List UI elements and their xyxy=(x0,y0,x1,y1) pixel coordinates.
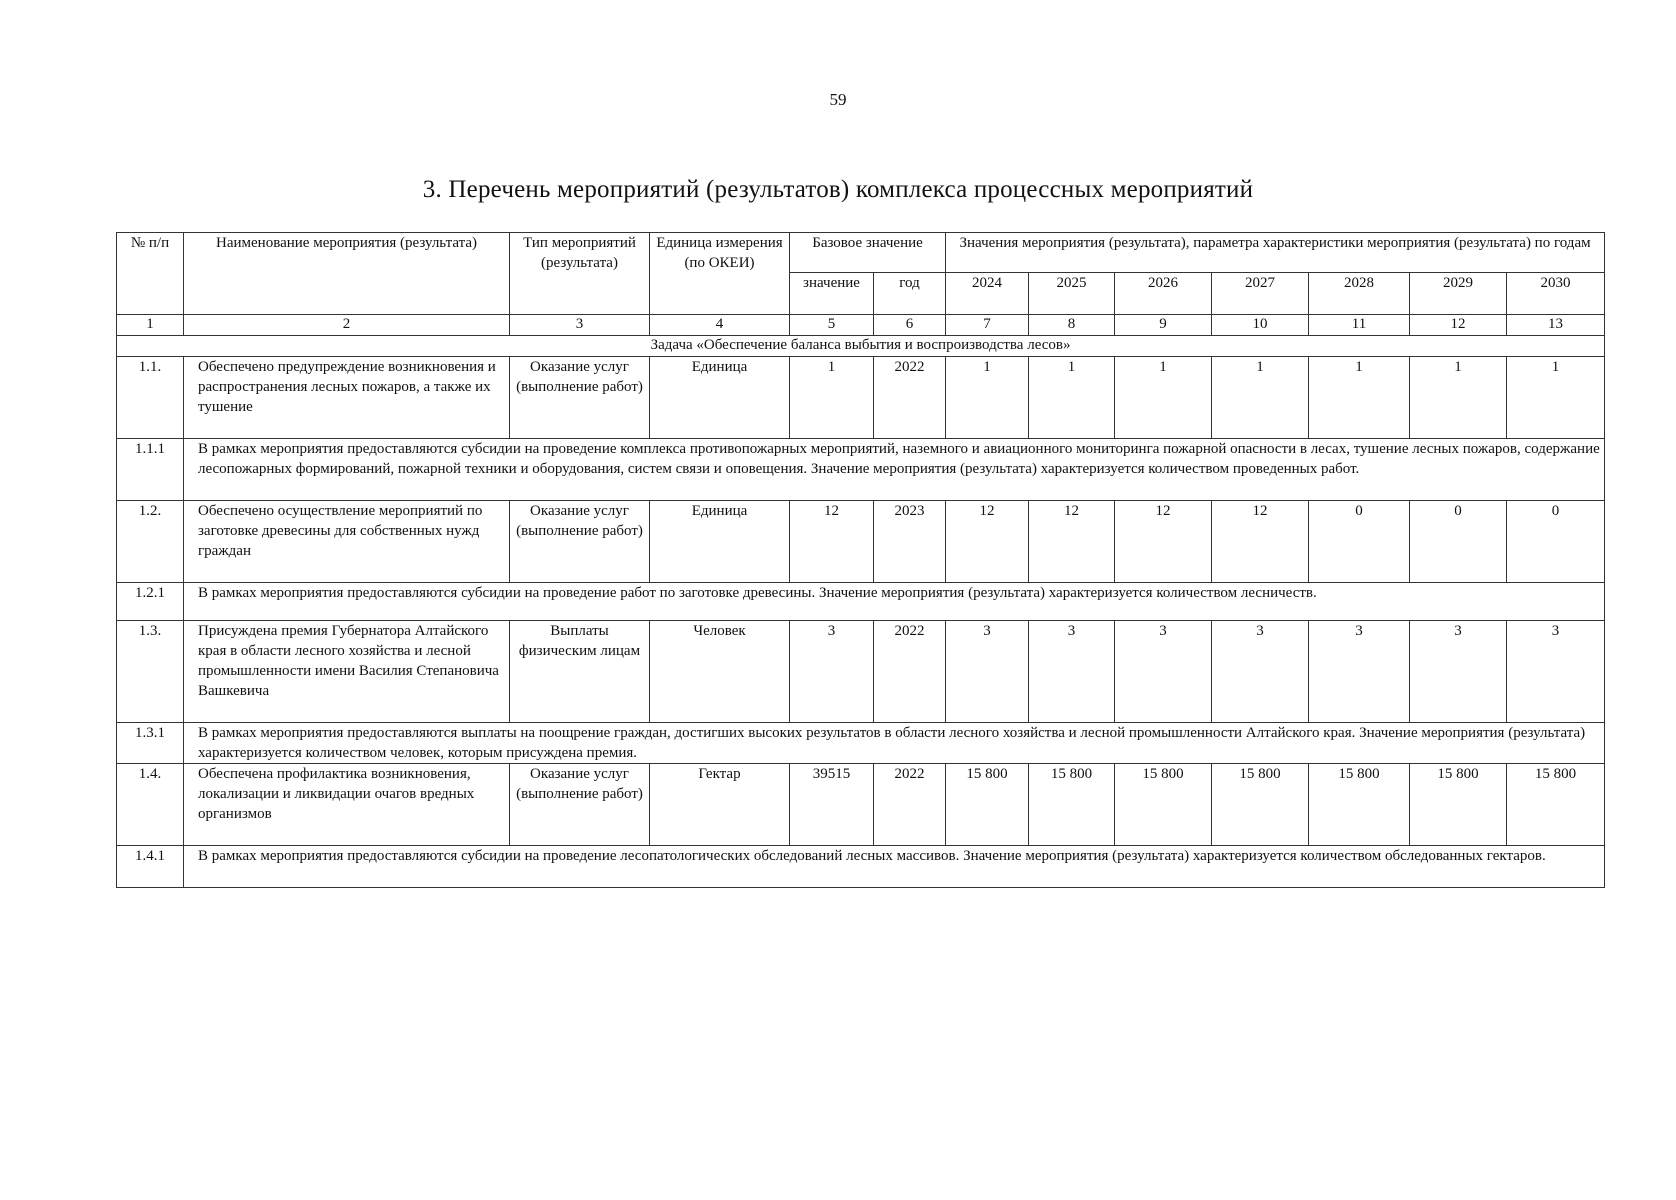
base-value: 3 xyxy=(790,621,874,723)
header-year: 2027 xyxy=(1212,273,1309,315)
year-value: 15 800 xyxy=(1507,764,1605,846)
year-value: 0 xyxy=(1410,501,1507,583)
column-number: 4 xyxy=(650,315,790,336)
page-title: 3. Перечень мероприятий (результатов) комплекса процессных мероприятий xyxy=(422,176,1254,203)
header-values-group: Значения мероприятия (результата), параметра характеристики мероприятия (результата) по годам xyxy=(946,233,1605,273)
year-value: 3 xyxy=(1507,621,1605,723)
event-type: Выплаты физическим лицам xyxy=(510,621,650,723)
year-value: 1 xyxy=(946,357,1029,439)
column-number: 8 xyxy=(1029,315,1115,336)
year-value: 12 xyxy=(1029,501,1115,583)
year-value: 3 xyxy=(1410,621,1507,723)
header-year: 2030 xyxy=(1507,273,1605,315)
page-number: 59 xyxy=(829,90,847,109)
task-row xyxy=(117,336,1605,357)
header-year: 2028 xyxy=(1309,273,1410,315)
header-unit: Единица измерения (по ОКЕИ) xyxy=(650,233,790,315)
row-number: 1.2. xyxy=(117,501,184,583)
year-value: 15 800 xyxy=(1309,764,1410,846)
column-number: 11 xyxy=(1309,315,1410,336)
table-row xyxy=(117,501,1605,583)
year-value: 1 xyxy=(1410,357,1507,439)
description-text: В рамках мероприятия предоставляются субсидии на проведение работ по заготовке древесины. Значение мероприятия (результата) характеризуется количеством лесничеств. xyxy=(184,583,1605,621)
event-unit: Гектар xyxy=(650,764,790,846)
task-title: Задача «Обеспечение баланса выбытия и воспроизводства лесов» xyxy=(117,336,1605,357)
header-name: Наименование мероприятия (результата) xyxy=(184,233,510,315)
year-value: 3 xyxy=(946,621,1029,723)
header-num: № п/п xyxy=(117,233,184,315)
year-value: 12 xyxy=(946,501,1029,583)
table-row xyxy=(117,764,1605,846)
table-row xyxy=(117,357,1605,439)
description-number: 1.1.1 xyxy=(117,439,184,501)
description-row xyxy=(117,846,1605,888)
year-value: 3 xyxy=(1212,621,1309,723)
base-value: 12 xyxy=(790,501,874,583)
header-year: 2026 xyxy=(1115,273,1212,315)
event-unit: Единица xyxy=(650,357,790,439)
column-number: 2 xyxy=(184,315,510,336)
description-number: 1.4.1 xyxy=(117,846,184,888)
row-number: 1.3. xyxy=(117,621,184,723)
description-number: 1.3.1 xyxy=(117,723,184,764)
base-year: 2023 xyxy=(874,501,946,583)
column-number: 12 xyxy=(1410,315,1507,336)
event-name: Присуждена премия Губернатора Алтайского края в области лесного хозяйства и лесной промышленности имени Василия Степановича Вашкевича xyxy=(184,621,510,723)
header-base-value: значение xyxy=(790,273,874,315)
description-row xyxy=(117,583,1605,621)
table-row xyxy=(117,621,1605,723)
year-value: 1 xyxy=(1115,357,1212,439)
year-value: 15 800 xyxy=(946,764,1029,846)
column-number: 10 xyxy=(1212,315,1309,336)
column-number: 13 xyxy=(1507,315,1605,336)
header-year: 2024 xyxy=(946,273,1029,315)
event-type: Оказание услуг (выполнение работ) xyxy=(510,764,650,846)
column-number: 6 xyxy=(874,315,946,336)
row-number: 1.4. xyxy=(117,764,184,846)
event-unit: Человек xyxy=(650,621,790,723)
base-value: 1 xyxy=(790,357,874,439)
header-base-year: год xyxy=(874,273,946,315)
year-value: 15 800 xyxy=(1410,764,1507,846)
description-row xyxy=(117,723,1605,764)
description-text: В рамках мероприятия предоставляются выплаты на поощрение граждан, достигших высоких результатов в области лесного хозяйства и лесной промышленности Алтайского края. Значение мероприятия (результата) характеризуется количеством человек, которым присуждена премия. xyxy=(184,723,1605,764)
year-value: 1 xyxy=(1029,357,1115,439)
events-table xyxy=(116,232,1605,888)
row-number: 1.1. xyxy=(117,357,184,439)
column-number: 1 xyxy=(117,315,184,336)
year-value: 12 xyxy=(1115,501,1212,583)
description-text: В рамках мероприятия предоставляются субсидии на проведение комплекса противопожарных мероприятий, наземного и авиационного мониторинга пожарной опасности в лесах, тушение лесных пожаров, содержание лесопожарных формирований, пожарной техники и оборудования, систем связи и оповещения. Значение мероприятия (результата) характеризуется количеством проведенных работ. xyxy=(184,439,1605,501)
event-type: Оказание услуг (выполнение работ) xyxy=(510,357,650,439)
header-year: 2029 xyxy=(1410,273,1507,315)
year-value: 15 800 xyxy=(1029,764,1115,846)
base-year: 2022 xyxy=(874,357,946,439)
column-number: 9 xyxy=(1115,315,1212,336)
base-year: 2022 xyxy=(874,764,946,846)
header-row xyxy=(117,233,1605,273)
header-type: Тип мероприятий (результата) xyxy=(510,233,650,315)
base-value: 39515 xyxy=(790,764,874,846)
year-value: 3 xyxy=(1029,621,1115,723)
event-unit: Единица xyxy=(650,501,790,583)
year-value: 15 800 xyxy=(1115,764,1212,846)
year-value: 12 xyxy=(1212,501,1309,583)
description-row xyxy=(117,439,1605,501)
year-value: 1 xyxy=(1507,357,1605,439)
header-year: 2025 xyxy=(1029,273,1115,315)
header-base: Базовое значение xyxy=(790,233,946,273)
column-number: 3 xyxy=(510,315,650,336)
column-numbers-row xyxy=(117,315,1605,336)
year-value: 15 800 xyxy=(1212,764,1309,846)
event-type: Оказание услуг (выполнение работ) xyxy=(510,501,650,583)
description-text: В рамках мероприятия предоставляются субсидии на проведение лесопатологических обследований лесных массивов. Значение мероприятия (результата) характеризуется количеством обследованных гектаров. xyxy=(184,846,1605,888)
event-name: Обеспечена профилактика возникновения, локализации и ликвидации очагов вредных организмов xyxy=(184,764,510,846)
year-value: 0 xyxy=(1309,501,1410,583)
description-number: 1.2.1 xyxy=(117,583,184,621)
year-value: 1 xyxy=(1212,357,1309,439)
event-name: Обеспечено предупреждение возникновения и распространения лесных пожаров, а также их тушение xyxy=(184,357,510,439)
year-value: 3 xyxy=(1115,621,1212,723)
year-value: 3 xyxy=(1309,621,1410,723)
column-number: 5 xyxy=(790,315,874,336)
base-year: 2022 xyxy=(874,621,946,723)
column-number: 7 xyxy=(946,315,1029,336)
year-value: 0 xyxy=(1507,501,1605,583)
event-name: Обеспечено осуществление мероприятий по заготовке древесины для собственных нужд граждан xyxy=(184,501,510,583)
year-value: 1 xyxy=(1309,357,1410,439)
